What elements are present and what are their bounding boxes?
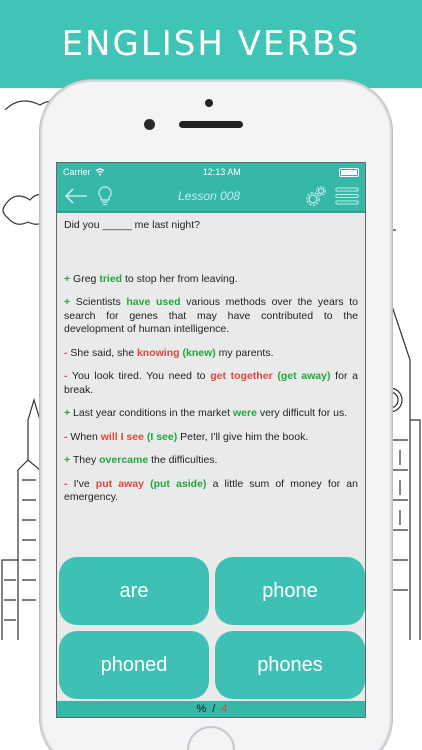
phone-sensor-dot (205, 99, 213, 107)
front-camera (144, 119, 155, 130)
lightbulb-icon[interactable] (97, 186, 113, 206)
back-arrow-icon[interactable] (63, 188, 89, 204)
lesson-title: Lesson 008 (177, 189, 241, 203)
phone-earpiece (179, 121, 243, 128)
sentence-item: - She said, she knowing (knew) my parents. (64, 346, 274, 359)
sentence-item: + Last year conditions in the market were very difficult for us. (64, 407, 348, 419)
status-bar (57, 163, 365, 181)
battery-icon (339, 168, 359, 177)
carrier-label: Carrier (63, 167, 91, 177)
answer-grid (57, 553, 366, 703)
app-screen (56, 162, 366, 718)
wifi-icon (95, 168, 105, 176)
menu-icon[interactable] (335, 187, 359, 205)
answer-button-phoned[interactable]: phoned (59, 631, 209, 699)
progress-footer (57, 701, 366, 717)
question-text: Did you _____ me last night? (64, 219, 201, 231)
lesson-content (57, 213, 365, 521)
score-divider: / (212, 703, 216, 715)
nav-bar (57, 181, 365, 213)
status-time: 12:13 AM (202, 167, 241, 177)
settings-gear-icon[interactable] (305, 185, 327, 207)
sentence-item: + They overcame the difficulties. (64, 454, 218, 466)
answer-button-are[interactable]: are (59, 557, 209, 625)
banner-title: ENGLISH VERBS (61, 24, 361, 64)
answer-button-phones[interactable]: phones (215, 631, 365, 699)
answer-button-phone[interactable]: phone (215, 557, 365, 625)
app-banner (0, 0, 422, 88)
sentence-item: - I've put away (put aside) a little sum of money for an emergency. (64, 477, 358, 503)
sentence-item: - When will I see (I see) Peter, I'll give him the book. (64, 430, 309, 443)
wrong-count: 4 (221, 703, 228, 715)
sentence-item: - You look tired. You need to get together (get away) for a break. (64, 370, 358, 396)
sentence-item: + Greg tried to stop her from leaving. (64, 272, 238, 285)
sentence-item: + Scientists have used various methods over the years to search for genes that may have contributed to the development of human intelligence. (64, 296, 358, 335)
percent-sign: % (196, 703, 207, 715)
